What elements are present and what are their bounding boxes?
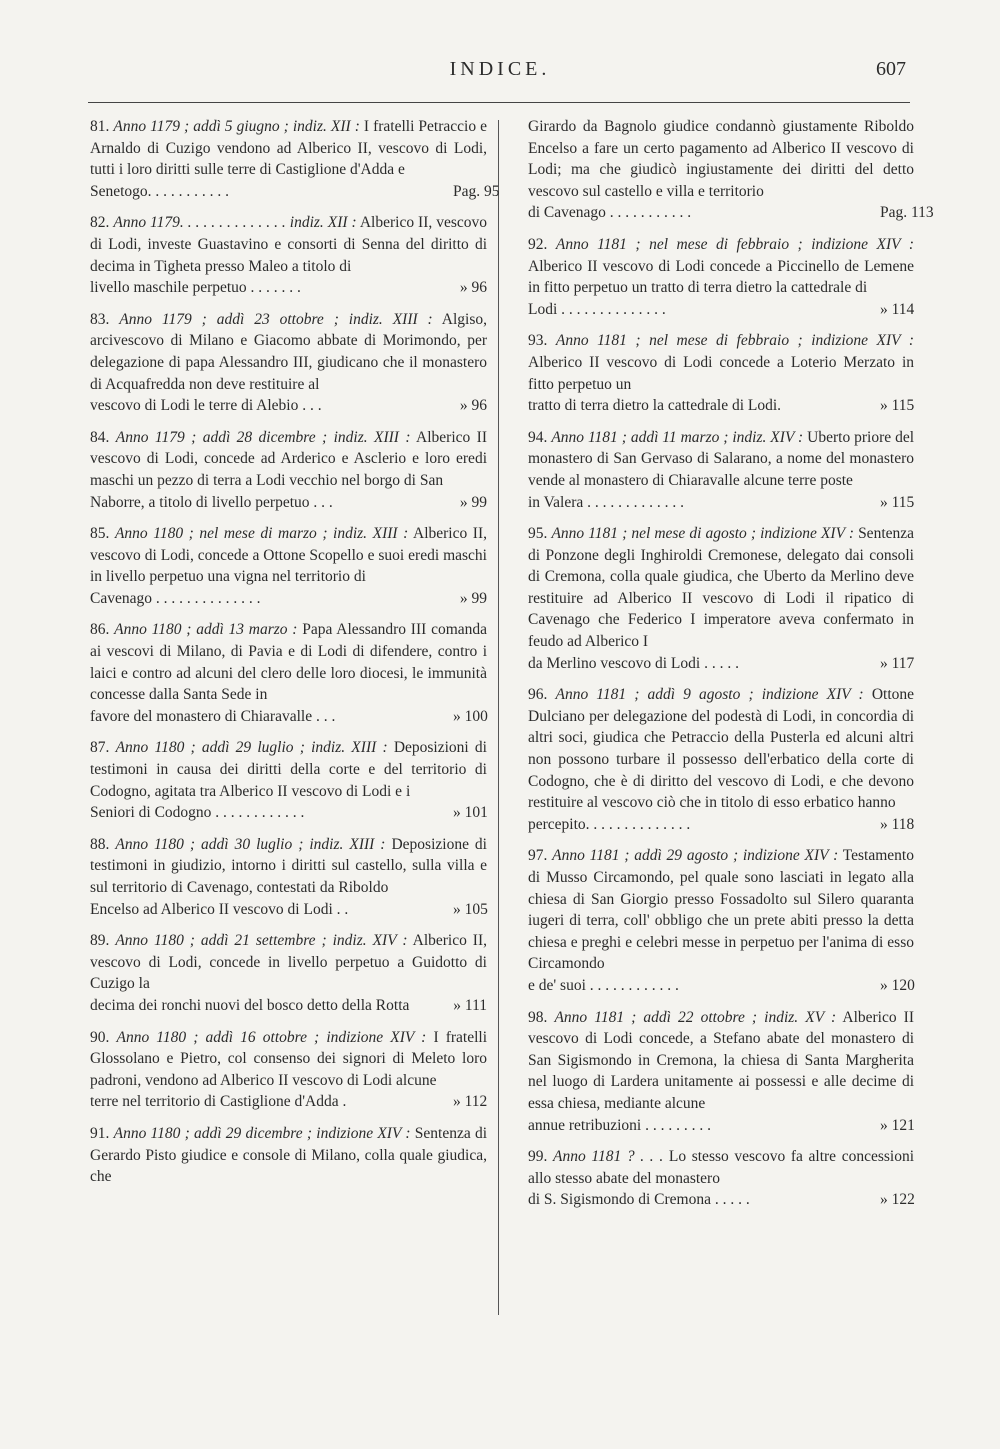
entry-reference-line (528, 653, 914, 675)
entry-reference-line (90, 395, 487, 417)
entry-number: 86. (90, 621, 110, 639)
entry-tail: annue retribuzioni . . . . . . . . . (528, 1116, 711, 1134)
index-entry (90, 523, 487, 609)
entry-description: Girardo da Bagnolo giudice condannò giustamente Riboldo Encelso a fare un certo pagamento ad Alberico II vescovo di Lodi; ma che giudicò ingiustamente dei diritti del detto vescovo sul castello e villa e territorio (528, 118, 914, 200)
page-reference: » 101 (453, 802, 487, 824)
entry-tail: percepito. . . . . . . . . . . . . . (528, 815, 691, 833)
entry-date: Anno 1181 ? . . . (553, 1148, 664, 1166)
right-column (528, 116, 934, 1221)
page-title: INDICE. (449, 58, 551, 80)
entry-tail: livello maschile perpetuo . . . . . . . (90, 279, 301, 297)
index-entry (90, 619, 487, 727)
index-entry (528, 1146, 914, 1211)
index-entry (90, 834, 487, 920)
entry-tail: di S. Sigismondo di Cremona . . . . . (528, 1191, 750, 1209)
entry-number: 90. (90, 1028, 110, 1046)
entry-tail: terre nel territorio di Castiglione d'Adda . (90, 1093, 347, 1111)
entry-tail: Cavenago . . . . . . . . . . . . . . (90, 589, 261, 607)
page-reference: » 120 (880, 975, 914, 997)
entry-number: 87. (90, 739, 110, 757)
entry-number: 98. (528, 1008, 548, 1026)
entry-description: Ottone Dulciano per delegazione del podestà di Lodi, in concordia di altri soci, giudica che Petraccio della Pusterla ed alcuni altri non possono turbare il possesso dell'erbatico della corte di Codogno, che è di diritto del vescovo di Lodi, e che devono restituire al vescovo ciò che in titolo di esso erbatico hanno (528, 686, 915, 812)
entry-tail: in Valera . . . . . . . . . . . . . (528, 493, 684, 511)
entry-date: Anno 1181 ; nel mese di febbraio ; indizione XIV : (555, 235, 915, 253)
page-reference: » 115 (880, 395, 914, 417)
entry-date: Anno 1181 ; addì 9 agosto ; indizione XIV : (555, 686, 864, 704)
entry-date: Anno 1180 ; addì 29 dicembre ; indizione XIV : (113, 1124, 411, 1142)
entry-reference-line (90, 995, 487, 1017)
entry-reference-line (528, 1189, 914, 1211)
entry-tail: vescovo di Lodi le terre di Alebio . . . (90, 397, 322, 415)
entry-reference-line (90, 588, 487, 610)
entry-description: Algiso, arcivescovo di Milano e Giacomo abbate di Morimondo, per delegazione di papa Alessandro III, giudicano che il monastero di Acquafredda non deve restituire al (90, 310, 487, 393)
entry-tail: di Cavenago . . . . . . . . . . . (528, 204, 692, 222)
page-reference: » 105 (453, 899, 487, 921)
entry-reference-line (528, 975, 914, 997)
left-column (90, 116, 500, 1198)
entry-reference-line (90, 181, 500, 203)
entry-reference-line (90, 706, 487, 728)
entry-number: 85. (90, 525, 110, 543)
entry-description: Sentenza di Ponzone degli Inghiroldi Cremonese, delegato dai consoli di Cremona, colla quale giudica, che Uberto da Merlino deve restituire ad Alberico II vescovo di Lodi il ripatico di Cavenago che Federico I imperatore aveva confermato in feudo ad Alberico I (528, 525, 915, 651)
entry-date: Anno 1181 ; nel mese di febbraio ; indizione XIV : (555, 332, 915, 350)
entry-number: 94. (528, 428, 548, 446)
entry-date: Anno 1180 ; nel mese di marzo ; indiz. XIII : (114, 525, 409, 543)
entry-date: Anno 1179 ; addì 23 ottobre ; indiz. XIII : (119, 310, 433, 328)
index-entry (90, 1123, 487, 1188)
entry-tail: Naborre, a titolo di livello perpetuo . . . (90, 493, 333, 511)
page-reference: Pag. 95 (453, 181, 487, 203)
entry-number: 95. (528, 525, 548, 543)
entry-description: Deposizioni di testimoni in causa dei diritti della corte e del territorio di Codogno, agitata tra Alberico II vescovo di Lodi e i (90, 739, 487, 800)
entry-number: 96. (528, 686, 548, 704)
entry-date: Anno 1180 ; addì 16 ottobre ; indizione XIV : (116, 1028, 427, 1046)
entry-description: Alberico II, vescovo di Lodi, concede a Ottone Scopello e suoi eredi maschi in livello perpetuo una vigna nel territorio di (90, 525, 488, 586)
entry-tail: da Merlino vescovo di Lodi . . . . . (528, 654, 739, 672)
entry-description: Uberto priore del monastero di San Gervaso di Salarano, a nome del monastero vende al monastero di Chiaravalle alcune terre poste (528, 428, 914, 489)
index-entry (528, 330, 914, 416)
page-reference: » 115 (880, 492, 914, 514)
entry-description: Alberico II vescovo di Lodi, concede ad Arderico e Asclerio e loro eredi maschi un pezzo di terra a Lodi vecchio nel borgo di San (90, 428, 487, 489)
entry-tail: Encelso ad Alberico II vescovo di Lodi . . (90, 900, 349, 918)
entry-reference-line (90, 492, 487, 514)
page-reference: Pag. 113 (880, 202, 914, 224)
index-entry (528, 1007, 914, 1137)
column-divider (498, 120, 499, 1315)
index-entry (90, 212, 487, 298)
page-reference: » 122 (880, 1189, 914, 1211)
entry-number: 88. (90, 835, 110, 853)
entry-description: Testamento di Musso Circamondo, pel quale sono lasciati in legato alla chiesa di San Giorgio presso Fossadolto sul Silero quaranta iugeri di terra, coll' obbligo che un prete abiti presso la detta chiesa e preghi e celebri messe in perpetuo per l'anima di esso Circamondo (528, 847, 914, 973)
page-reference: » 114 (880, 299, 914, 321)
entry-tail: tratto di terra dietro la cattedrale di Lodi. (528, 397, 782, 415)
entry-description: Alberico II vescovo di Lodi concede a Loterio Merzato in fitto perpetuo un (528, 353, 914, 393)
index-entry (528, 116, 934, 224)
index-entry (90, 1027, 487, 1113)
entry-reference-line (90, 1091, 487, 1113)
entry-reference-line (528, 492, 914, 514)
entry-reference-line (90, 802, 487, 824)
entry-tail: Seniori di Codogno . . . . . . . . . . . . (90, 804, 305, 822)
entry-date: Anno 1181 ; addì 11 marzo ; indiz. XIV : (551, 428, 804, 446)
entry-description: Papa Alessandro III comanda ai vescovi di Milano, di Pavia e di Lodi di difendere, contro i laici e contro ad alcuni del clero delle loro diocesi, le immunità concesse dalla Santa Sede in (90, 621, 488, 704)
page-reference: » 118 (880, 814, 914, 836)
entry-date: Anno 1180 ; addì 30 luglio ; indiz. XIII : (115, 835, 386, 853)
page-reference: » 96 (453, 277, 487, 299)
index-entry (528, 684, 914, 835)
entry-number: 92. (528, 235, 548, 253)
entry-number: 91. (90, 1124, 110, 1142)
entry-description: I fratelli Petraccio e Arnaldo di Cuzigo vendono ad Alberico II, vescovo di Lodi, tutti i loro diritti sulle terre di Castiglione d'Adda e (90, 118, 487, 179)
entry-tail: Lodi . . . . . . . . . . . . . . (528, 300, 666, 318)
index-entry (528, 234, 914, 320)
entry-number: 99. (528, 1148, 548, 1166)
index-entry (90, 427, 487, 513)
page-reference: » 100 (453, 706, 487, 728)
entry-description: Deposizione di testimoni in giudizio, intorno i diritti sul castello, sulla villa e sul territorio di Cavenago, contestati da Riboldo (90, 835, 487, 896)
entry-description: Sentenza di Gerardo Pisto giudice e console di Milano, colla quale giudica, che (90, 1124, 487, 1186)
entry-description: I fratelli Glossolano e Pietro, col consenso dei signori di Meleto loro padroni, vendono ad Alberico II vescovo di Lodi alcune (90, 1028, 488, 1089)
entry-date: Anno 1181 ; addì 22 ottobre ; indiz. XV : (554, 1008, 837, 1026)
entry-number: 84. (90, 428, 110, 446)
page-reference: » 121 (880, 1115, 914, 1137)
entry-date: Anno 1180 ; addì 13 marzo : (114, 621, 298, 639)
page-reference: » 99 (453, 588, 487, 610)
page-reference: » 112 (453, 1091, 487, 1113)
entry-reference-line (528, 814, 914, 836)
entry-reference-line (90, 277, 487, 299)
entry-date: Anno 1179. . . . . . . . . . . . . . indiz. XII : (113, 214, 357, 232)
entry-tail: Senetogo. . . . . . . . . . . (90, 182, 230, 200)
entry-date: Anno 1180 ; addì 21 settembre ; indiz. XIV : (115, 932, 408, 950)
entry-reference-line (528, 395, 914, 417)
entry-number: 89. (90, 932, 110, 950)
page-reference: » 99 (453, 492, 487, 514)
entry-reference-line (528, 202, 934, 224)
entry-date: Anno 1181 ; addì 29 agosto ; indizione XIV : (552, 847, 839, 865)
entry-reference-line (528, 1115, 914, 1137)
entry-date: Anno 1179 ; addì 5 giugno ; indiz. XII : (113, 118, 360, 135)
page-reference: » 117 (880, 653, 914, 675)
index-entry (528, 845, 914, 996)
entry-description: Alberico II, vescovo di Lodi, investe Guastavino e consorti di Senna del diritto di decima in Tigheta presso Maleo a titolo di (90, 214, 488, 275)
index-entry (528, 523, 914, 674)
index-entry (90, 737, 487, 823)
entry-number: 97. (528, 847, 548, 865)
entry-tail: decima dei ronchi nuovi del bosco detto della Rotta (90, 996, 410, 1014)
entry-reference-line (90, 899, 487, 921)
page-number: 607 (876, 58, 906, 80)
index-entry (90, 930, 487, 1016)
entry-description: Alberico II vescovo di Lodi concede a Piccinello de Lemene in fitto perpetuo un tratto di terra dietro la cattedrale di (528, 257, 914, 297)
entry-date: Anno 1180 ; addì 29 luglio ; indiz. XIII : (115, 739, 388, 757)
entry-number: 81. (90, 118, 110, 135)
entry-date: Anno 1181 ; nel mese di agosto ; indizione XIV : (551, 525, 854, 543)
page-reference: » 111 (453, 995, 487, 1017)
entry-description: Lo stesso vescovo fa altre concessioni allo stesso abate del monastero (528, 1148, 915, 1187)
entry-tail: favore del monastero di Chiaravalle . . . (90, 707, 336, 725)
entry-number: 83. (90, 310, 110, 328)
index-entry (90, 116, 500, 202)
index-entry (90, 309, 487, 417)
index-entry (528, 427, 914, 513)
entry-reference-line (528, 299, 914, 321)
entry-description: Alberico II vescovo di Lodi concede, a Stefano abate del monastero di San Sigismondo in Cremona, la chiesa di Santa Margherita nel luogo di Lardera unitamente ai possessi e alle decime di essa chiesa, mediante alcune (528, 1008, 915, 1112)
entry-number: 93. (528, 332, 548, 350)
entry-date: Anno 1179 ; addì 28 dicembre ; indiz. XIII : (115, 428, 411, 446)
entry-description: Alberico II, vescovo di Lodi, concede in livello perpetuo a Guidotto di Cuzigo la (90, 932, 487, 993)
page-reference: » 96 (453, 395, 487, 417)
entry-number: 82. (90, 214, 110, 232)
header-rule (88, 102, 910, 103)
entry-tail: e de' suoi . . . . . . . . . . . . (528, 976, 679, 994)
